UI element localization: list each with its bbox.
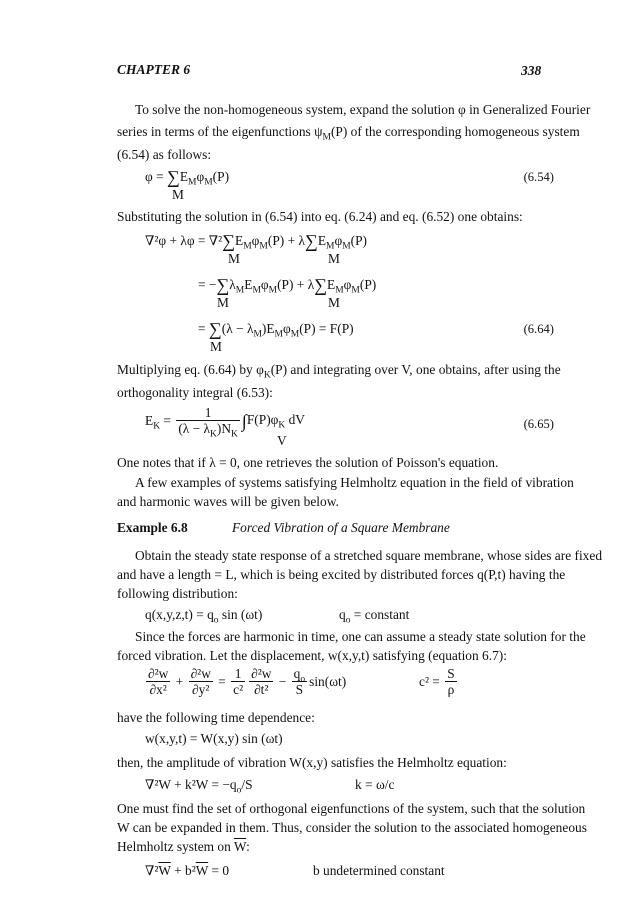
note-line-1: One notes that if λ = 0, one retrieves the solution of Poisson's equation.	[117, 455, 499, 470]
example-text-3: following distribution:	[117, 586, 238, 601]
sum-symbol: ∑	[166, 167, 180, 187]
substitution-text: Substituting the solution in (6.54) into eq. (6.24) and eq. (6.52) one obtains:	[117, 209, 523, 224]
example-text-4: Since the forces are harmonic in time, one can assume a steady state solution for the	[135, 629, 586, 644]
sum-index: M	[217, 295, 229, 310]
integral-domain: V	[277, 433, 287, 448]
equation-number-6-65: (6.65)	[523, 417, 554, 431]
displacement-equation: w(x,y,t) = W(x,y) sin (ωt)	[145, 731, 283, 746]
example-text-7: W can be expanded in them. Thus, consider the solution to the associated homogeneous	[117, 820, 587, 835]
equation-number-6-54: (6.54)	[523, 170, 554, 184]
page-number: 338	[521, 63, 542, 78]
helmholtz-text: then, the amplitude of vibration W(x,y) satisfies the Helmholtz equation:	[117, 755, 507, 770]
intro-line-2: series in terms of the eigenfunctions $\psi_M(P)$ of the corresponding homogeneous system	[117, 124, 580, 143]
example-title: Forced Vibration of a Square Membrane	[232, 520, 450, 535]
example-text-8: Helmholtz system on $\overline{W}$:	[117, 839, 250, 854]
time-dependence-text: have the following time dependence:	[117, 710, 315, 725]
load-equation: $q(x,y,z,t) = q_o$ sin (ωt)	[145, 607, 263, 626]
sum-index: M	[172, 187, 184, 202]
example-label: Example 6.8	[117, 520, 188, 535]
wave-speed-equation: c² = $\frac{S}{\rho}$	[419, 666, 455, 697]
multiply-text-1: Multiplying eq. (6.64) by $\varphi_K(P)$ and integrating over V, one obtains, after using the	[117, 362, 561, 381]
integral-symbol: ∫	[241, 410, 247, 431]
intro-line-3: (6.54) as follows:	[117, 147, 212, 162]
load-constant: $q_o$ = constant	[339, 607, 410, 626]
wavenumber-equation: k = ω/c	[355, 777, 395, 792]
sum-index: M	[328, 251, 340, 266]
equation-number-6-64: (6.64)	[523, 322, 554, 336]
helmholtz-equation: $\nabla^2W + k^2W = -q_o/S$	[145, 777, 253, 796]
intro-line-1: To solve the non-homogeneous system, expand the solution φ in Generalized Fourier	[135, 102, 591, 117]
multiply-text-2: orthogonality integral (6.53):	[117, 385, 273, 400]
note-line-2: A few examples of systems satisfying Helmholtz equation in the field of vibration	[135, 475, 574, 490]
equation-6-64-line-2: = $-\sum\lambda_ME_M\varphi_M(P) + \lambda\sum E_M\varphi_M(P)$	[198, 275, 377, 296]
constant-note: b undetermined constant	[313, 863, 445, 878]
example-text-1: Obtain the steady state response of a stretched square membrane, whose sides are fixed	[135, 548, 603, 563]
sum-index: M	[210, 339, 222, 354]
wave-equation: $\frac{\text{∂²w}}{\text{∂x²}}$ + $\frac{\text{∂²w}}{\text{∂y²}}$ = $\frac{1}{\text{c²}}$ $\frac{\text{∂²w}}{\text{∂t²}}$ − $\frac{q_o}{S}$ sin(ωt)	[148, 666, 347, 697]
example-text-2: and have a length = L, which is being excited by distributed forces q(P,t) having the	[117, 567, 566, 582]
homogeneous-equation: $\nabla^2\overline{W} + b^2\overline{W} = 0$	[145, 863, 230, 878]
sum-index: M	[328, 295, 340, 310]
equation-6-64-line-1: $\nabla^2\varphi + \lambda\varphi = \nabla^2\sum E_M\varphi_M(P) + \lambda\sum E_M\varphi_M(P)$	[145, 231, 368, 252]
equation-6-64-line-3: = $\sum(\lambda - \lambda_M)E_M\varphi_M(P) = F(P)$	[198, 319, 354, 340]
example-text-5: forced vibration. Let the displacement, w(x,y,t) satisfying (equation 6.7):	[117, 648, 507, 663]
equation-6-65: $E_K$ = $\frac{1}{(\lambda - \lambda_K)N_K}$ $\int F(P)\varphi_K$ dV	[145, 405, 305, 440]
sum-index: M	[228, 251, 240, 266]
note-line-3: and harmonic waves will be given below.	[117, 494, 339, 509]
fraction: $\frac{1}{(\lambda - \lambda_K)N_K}$	[178, 405, 238, 440]
equation-6-54: $\varphi = \sum E_M\varphi_M(P)$	[145, 167, 230, 188]
chapter-heading: CHAPTER 6	[117, 62, 191, 77]
example-text-6: One must find the set of orthogonal eigenfunctions of the system, such that the solution	[117, 801, 586, 816]
